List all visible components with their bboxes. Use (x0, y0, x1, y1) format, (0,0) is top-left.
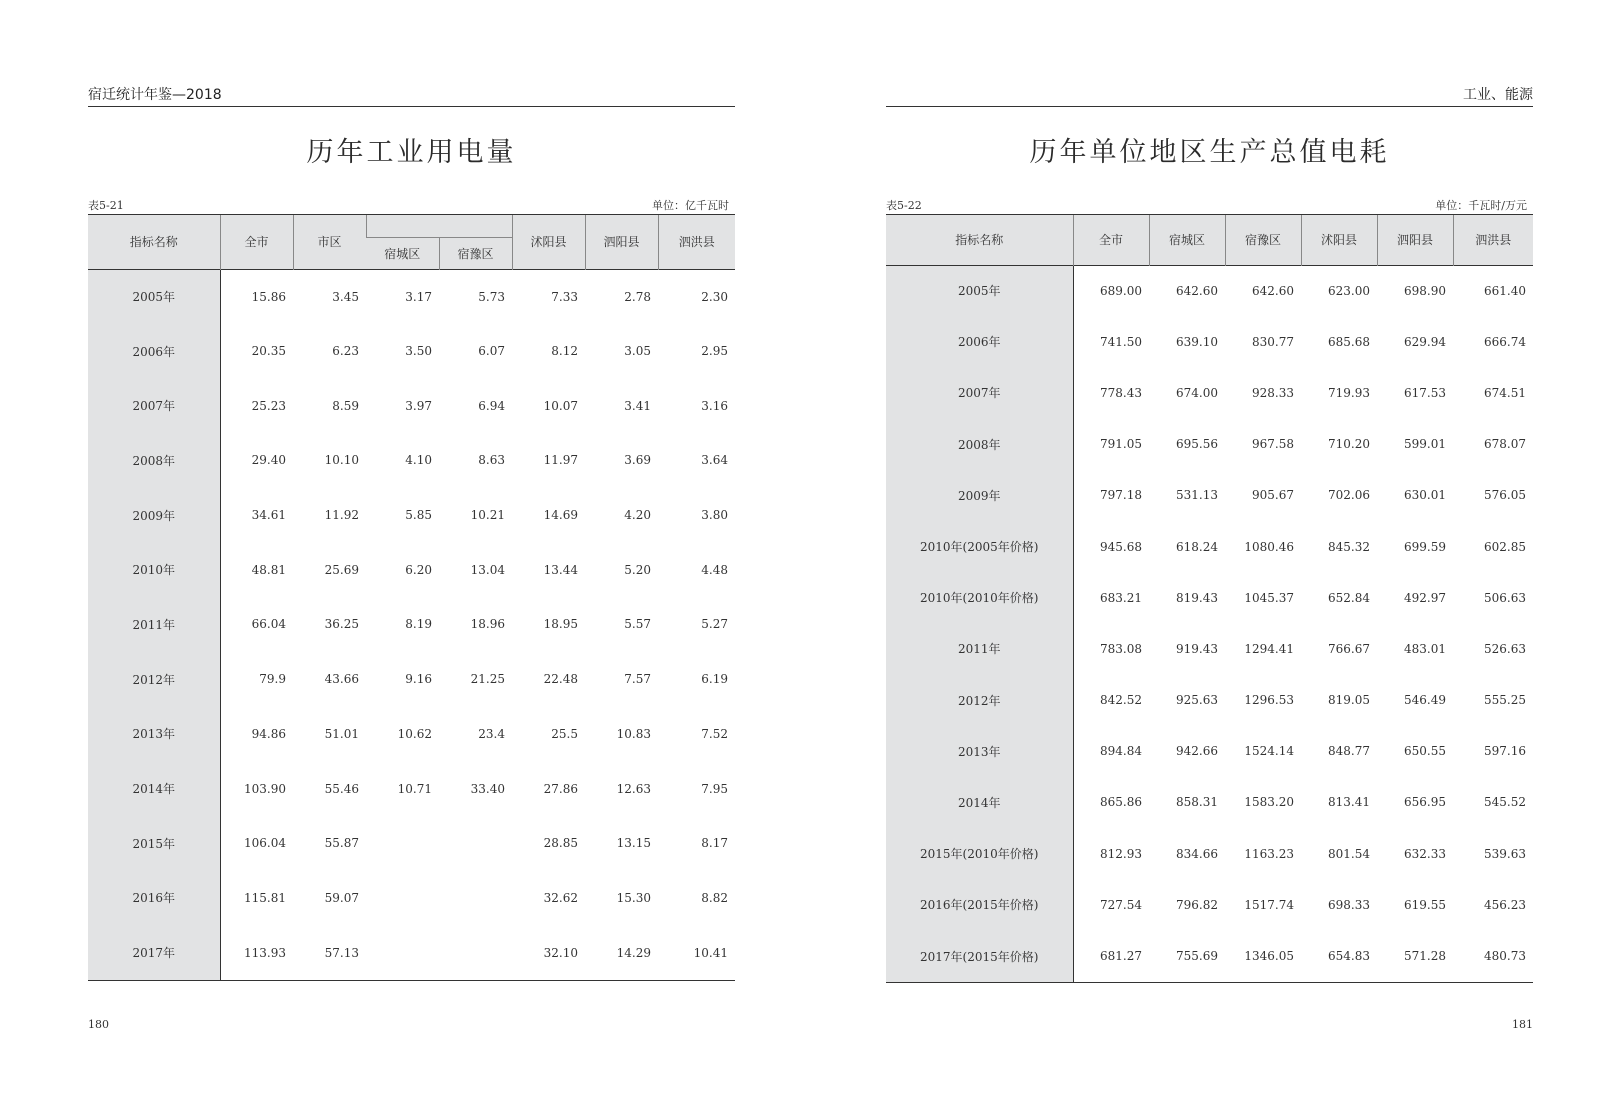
table-cell: 3.17 (405, 289, 432, 304)
row-label: 2016年 (88, 871, 220, 926)
table-body-left (88, 269, 735, 980)
table-row (886, 265, 1533, 316)
table-cell (366, 871, 439, 926)
row-label: 2005年 (886, 265, 1073, 316)
table-header-right (886, 215, 1533, 265)
table-cell: 14.69 (543, 508, 578, 523)
row-label: 2010年(2010年价格) (886, 572, 1073, 623)
table-cell: 796.82 (1176, 897, 1218, 912)
table-cell: 1583.20 (1244, 795, 1294, 810)
table-cell: 7.95 (701, 781, 728, 796)
table-row (886, 777, 1533, 828)
table-cell: 642.60 (1176, 283, 1218, 298)
table-cell: 945.68 (1100, 539, 1142, 554)
table-cell: 797.18 (1100, 488, 1142, 503)
table-row (886, 521, 1533, 572)
table-row (88, 488, 735, 543)
table-row (88, 269, 735, 324)
page-number-left: 180 (88, 1018, 109, 1031)
row-label: 2014年 (88, 761, 220, 816)
table-cell: 5.85 (405, 508, 432, 523)
table-cell: 819.05 (1328, 693, 1370, 708)
table-cell: 7.33 (551, 289, 578, 304)
row-label: 2009年 (88, 488, 220, 543)
table-row (88, 761, 735, 816)
table-cell: 639.10 (1176, 334, 1218, 349)
table-cell: 25.69 (324, 562, 359, 577)
table-cell: 5.57 (624, 617, 651, 632)
table-cell: 967.58 (1252, 437, 1294, 452)
table-cell: 526.63 (1484, 641, 1526, 656)
table-cell: 925.63 (1176, 693, 1218, 708)
table-cell: 456.23 (1484, 897, 1526, 912)
table-cell: 57.13 (324, 945, 359, 960)
table-cell: 571.28 (1404, 949, 1446, 964)
table-cell: 702.06 (1328, 488, 1370, 503)
table-cell: 10.07 (543, 398, 578, 413)
table-cell: 9.16 (405, 672, 432, 687)
table-cell: 103.90 (244, 781, 286, 796)
table-cell: 1517.74 (1244, 897, 1294, 912)
table-cell: 483.01 (1404, 641, 1446, 656)
table-cell: 652.84 (1328, 590, 1370, 605)
table-meta-right (886, 198, 1533, 214)
table-cell: 20.35 (251, 344, 286, 359)
table-cell: 4.10 (405, 453, 432, 468)
table-cell: 674.51 (1484, 385, 1526, 400)
table-cell: 681.27 (1100, 949, 1142, 964)
table-cell: 18.95 (543, 617, 578, 632)
table-cell: 5.73 (478, 289, 505, 304)
table-cell: 10.83 (616, 726, 651, 741)
table-row (886, 367, 1533, 418)
table-row (886, 470, 1533, 521)
table-cell: 11.97 (543, 453, 578, 468)
table-row (88, 324, 735, 379)
table-row (886, 316, 1533, 367)
table-row (886, 623, 1533, 674)
table-title-right: 历年单位地区生产总值电耗 (1029, 137, 1390, 168)
row-label: 2016年(2015年价格) (886, 879, 1073, 930)
table-cell: 617.53 (1404, 385, 1446, 400)
table-cell: 599.01 (1404, 437, 1446, 452)
table-cell: 115.81 (244, 890, 286, 905)
table-cell: 674.00 (1176, 385, 1218, 400)
row-label: 2005年 (88, 269, 220, 324)
table-cell: 576.05 (1484, 488, 1526, 503)
table-cell: 94.86 (251, 726, 286, 741)
row-label: 2013年 (886, 726, 1073, 777)
table-cell: 865.86 (1100, 795, 1142, 810)
table-cell: 1294.41 (1244, 641, 1294, 656)
table-cell: 43.66 (324, 672, 359, 687)
table-cell: 650.55 (1404, 744, 1446, 759)
table-cell (439, 871, 512, 926)
table-row (88, 707, 735, 762)
table-cell: 2.30 (701, 289, 728, 304)
table-cell: 8.19 (405, 617, 432, 632)
table-row (88, 542, 735, 597)
table-cell: 14.29 (616, 945, 651, 960)
column-header: 全市 (1073, 215, 1149, 265)
table-cell: 13.04 (470, 562, 505, 577)
row-label: 2010年(2005年价格) (886, 521, 1073, 572)
table-row (886, 879, 1533, 930)
header-suyuqu: 宿豫区 (439, 237, 512, 269)
table-row (886, 930, 1533, 981)
table-right-wrap (886, 214, 1533, 983)
row-label: 2013年 (88, 707, 220, 762)
table-cell: 3.45 (332, 289, 359, 304)
right-page (886, 0, 1533, 1099)
table-cell: 555.25 (1484, 693, 1526, 708)
table-cell: 755.69 (1176, 949, 1218, 964)
table-cell: 8.63 (478, 453, 505, 468)
table-cell: 858.31 (1176, 795, 1218, 810)
table-number-right: 表5-22 (886, 199, 922, 212)
table-cell: 546.49 (1404, 693, 1446, 708)
table-cell: 33.40 (470, 781, 505, 796)
running-head-left: 宿迁统计年鉴—2018 (88, 87, 222, 103)
table-cell: 894.84 (1100, 744, 1142, 759)
table-cell: 21.25 (470, 672, 505, 687)
row-label: 2006年 (886, 316, 1073, 367)
table-cell: 3.80 (701, 508, 728, 523)
table-cell: 698.33 (1328, 897, 1370, 912)
header-rule-right (886, 106, 1533, 107)
table-cell: 13.15 (616, 836, 651, 851)
header-urban-group (366, 215, 512, 237)
table-cell: 32.62 (543, 890, 578, 905)
table-cell: 1045.37 (1244, 590, 1294, 605)
table-cell: 48.81 (251, 562, 286, 577)
row-label: 2006年 (88, 324, 220, 379)
table-cell: 813.41 (1328, 795, 1370, 810)
table-cell: 661.40 (1484, 283, 1526, 298)
table-cell: 791.05 (1100, 437, 1142, 452)
table-row (88, 871, 735, 926)
column-header: 宿城区 (1149, 215, 1225, 265)
table-cell: 15.86 (251, 289, 286, 304)
table-cell: 7.52 (701, 726, 728, 741)
table-cell: 848.77 (1328, 744, 1370, 759)
table-cell: 539.63 (1484, 846, 1526, 861)
table-cell: 55.87 (324, 836, 359, 851)
header-suchengqu: 宿城区 (366, 237, 439, 269)
header-shuyang: 沭阳县 (512, 215, 585, 269)
table-row (886, 572, 1533, 623)
table-cell: 783.08 (1100, 641, 1142, 656)
table-cell: 3.69 (624, 453, 651, 468)
table-cell: 842.52 (1100, 693, 1142, 708)
table-cell: 3.64 (701, 453, 728, 468)
table-cell: 597.16 (1484, 744, 1526, 759)
table-cell: 830.77 (1252, 334, 1294, 349)
unit-label-right: 单位：千瓦时/万元 (1435, 199, 1527, 212)
table-cell: 2.95 (701, 344, 728, 359)
row-label: 2007年 (886, 367, 1073, 418)
table-cell: 18.96 (470, 617, 505, 632)
table-cell: 695.56 (1176, 437, 1218, 452)
table-cell: 629.94 (1404, 334, 1446, 349)
column-header: 泗阳县 (1377, 215, 1453, 265)
table-cell: 1346.05 (1244, 949, 1294, 964)
table-cell: 106.04 (244, 836, 286, 851)
table-cell: 55.46 (324, 781, 359, 796)
table-row (88, 925, 735, 980)
table-cell: 632.33 (1404, 846, 1446, 861)
unit-label-left: 单位：亿千瓦时 (652, 199, 729, 212)
row-label: 2012年 (88, 652, 220, 707)
table-cell: 3.05 (624, 344, 651, 359)
table-cell: 766.67 (1328, 641, 1370, 656)
row-label: 2012年 (886, 675, 1073, 726)
table-cell: 531.13 (1176, 488, 1218, 503)
row-label: 2007年 (88, 378, 220, 433)
row-label: 2011年 (886, 623, 1073, 674)
row-label: 2015年 (88, 816, 220, 871)
table-cell: 699.59 (1404, 539, 1446, 554)
table-cell: 1163.23 (1244, 846, 1294, 861)
table-cell: 79.9 (259, 672, 286, 687)
table-cell: 905.67 (1252, 488, 1294, 503)
table-cell: 630.01 (1404, 488, 1446, 503)
row-label: 2015年(2010年价格) (886, 828, 1073, 879)
table-cell: 4.20 (624, 508, 651, 523)
table-cell: 10.10 (324, 453, 359, 468)
table-cell: 15.30 (616, 890, 651, 905)
table-cell: 685.68 (1328, 334, 1370, 349)
table-cell: 623.00 (1328, 283, 1370, 298)
table-cell (366, 816, 439, 871)
table-cell: 683.21 (1100, 590, 1142, 605)
table-cell: 22.48 (543, 672, 578, 687)
table-cell: 36.25 (324, 617, 359, 632)
header-city: 全市 (220, 215, 293, 269)
table-cell: 845.32 (1328, 539, 1370, 554)
running-head-right: 工业、能源 (1463, 87, 1533, 103)
table-cell: 666.74 (1484, 334, 1526, 349)
row-label: 2017年(2015年价格) (886, 930, 1073, 981)
table-cell: 1080.46 (1244, 539, 1294, 554)
table-number-left: 表5-21 (88, 199, 124, 212)
table-cell: 942.66 (1176, 744, 1218, 759)
table-cell: 28.85 (543, 836, 578, 851)
table-cell: 545.52 (1484, 795, 1526, 810)
column-header: 宿豫区 (1225, 215, 1301, 265)
table-cell: 51.01 (324, 726, 359, 741)
header-name: 指标名称 (88, 215, 220, 269)
table-cell: 778.43 (1100, 385, 1142, 400)
table-cell: 801.54 (1328, 846, 1370, 861)
table-cell: 66.04 (251, 617, 286, 632)
table-cell: 29.40 (251, 453, 286, 468)
table-cell: 4.48 (701, 562, 728, 577)
table-cell: 710.20 (1328, 437, 1370, 452)
table-cell: 5.27 (701, 617, 728, 632)
column-header: 沭阳县 (1301, 215, 1377, 265)
table-cell: 13.44 (543, 562, 578, 577)
row-label: 2008年 (886, 419, 1073, 470)
table-cell: 6.19 (701, 672, 728, 687)
table-cell: 727.54 (1100, 897, 1142, 912)
table-cell: 34.61 (251, 508, 286, 523)
table-cell: 1296.53 (1244, 693, 1294, 708)
table-cell: 618.24 (1176, 539, 1218, 554)
table-cell: 656.95 (1404, 795, 1446, 810)
row-label: 2010年 (88, 542, 220, 597)
table-row (886, 828, 1533, 879)
table-cell: 480.73 (1484, 949, 1526, 964)
table-cell: 834.66 (1176, 846, 1218, 861)
table-row (886, 419, 1533, 470)
table-cell: 919.43 (1176, 641, 1218, 656)
table-cell: 689.00 (1100, 283, 1142, 298)
table-cell: 3.41 (624, 398, 651, 413)
table-cell: 619.55 (1404, 897, 1446, 912)
table-cell: 1524.14 (1244, 744, 1294, 759)
table-cell: 25.23 (251, 398, 286, 413)
table-cell: 2.78 (624, 289, 651, 304)
table-cell: 25.5 (551, 726, 578, 741)
table-cell: 5.20 (624, 562, 651, 577)
table-row (886, 675, 1533, 726)
table-cell: 6.23 (332, 344, 359, 359)
table-meta-left (88, 198, 735, 214)
table-cell: 27.86 (543, 781, 578, 796)
table-cell: 654.83 (1328, 949, 1370, 964)
table-cell (439, 925, 512, 980)
table-left-wrap (88, 214, 735, 981)
industrial-electricity-table (88, 215, 735, 980)
table-cell: 698.90 (1404, 283, 1446, 298)
header-urban: 市区 (293, 215, 366, 269)
table-cell: 10.62 (397, 726, 432, 741)
left-page (88, 0, 735, 1099)
table-cell: 10.71 (397, 781, 432, 796)
row-label: 2014年 (886, 777, 1073, 828)
table-cell: 819.43 (1176, 590, 1218, 605)
table-cell: 3.16 (701, 398, 728, 413)
table-cell: 719.93 (1328, 385, 1370, 400)
table-cell: 6.07 (478, 344, 505, 359)
table-cell: 7.57 (624, 672, 651, 687)
table-cell (366, 925, 439, 980)
table-row (88, 652, 735, 707)
table-cell: 23.4 (478, 726, 505, 741)
table-cell: 59.07 (324, 890, 359, 905)
table-row (88, 433, 735, 488)
column-header: 泗洪县 (1453, 215, 1533, 265)
table-cell: 928.33 (1252, 385, 1294, 400)
table-cell: 8.12 (551, 344, 578, 359)
header-rule-left (88, 106, 735, 107)
table-cell: 741.50 (1100, 334, 1142, 349)
table-cell: 602.85 (1484, 539, 1526, 554)
table-title-left: 历年工业用电量 (306, 137, 517, 168)
electricity-per-gdp-table (886, 215, 1533, 982)
table-cell: 32.10 (543, 945, 578, 960)
row-label: 2008年 (88, 433, 220, 488)
row-label: 2011年 (88, 597, 220, 652)
table-cell: 8.82 (701, 890, 728, 905)
table-row (88, 378, 735, 433)
table-cell: 6.94 (478, 398, 505, 413)
table-cell: 10.41 (693, 945, 728, 960)
table-cell: 11.92 (324, 508, 359, 523)
table-row (88, 597, 735, 652)
column-header: 指标名称 (886, 215, 1073, 265)
table-cell (439, 816, 512, 871)
table-cell: 812.93 (1100, 846, 1142, 861)
table-cell: 6.20 (405, 562, 432, 577)
table-cell: 3.97 (405, 398, 432, 413)
table-cell: 3.50 (405, 344, 432, 359)
table-row (886, 726, 1533, 777)
table-cell: 8.17 (701, 836, 728, 851)
row-label: 2017年 (88, 925, 220, 980)
header-siyang: 泗阳县 (585, 215, 658, 269)
table-row (88, 816, 735, 871)
table-cell: 678.07 (1484, 437, 1526, 452)
table-cell: 8.59 (332, 398, 359, 413)
table-cell: 492.97 (1404, 590, 1446, 605)
header-sihong: 泗洪县 (658, 215, 735, 269)
table-cell: 10.21 (470, 508, 505, 523)
table-cell: 113.93 (244, 945, 286, 960)
page-number-right: 181 (1512, 1018, 1533, 1031)
table-cell: 642.60 (1252, 283, 1294, 298)
table-cell: 12.63 (616, 781, 651, 796)
table-body-right (886, 265, 1533, 982)
table-cell: 506.63 (1484, 590, 1526, 605)
row-label: 2009年 (886, 470, 1073, 521)
